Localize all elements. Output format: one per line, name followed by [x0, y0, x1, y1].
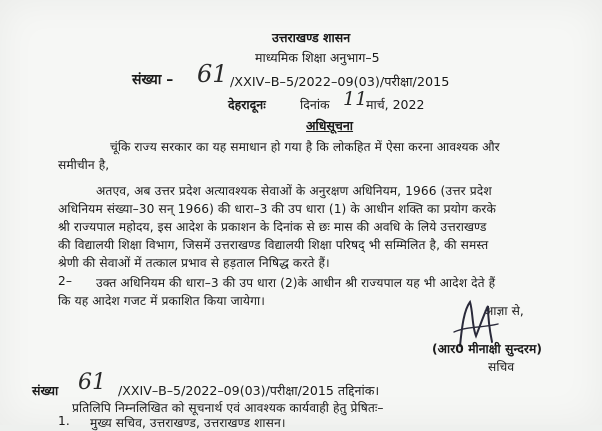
footer-reference: /XXIV–B–5/2022–09(03)/परीक्षा/2015 तद्दिनांक। [118, 383, 380, 398]
para1-line1: चूंकि राज्य सरकार का यह समाधान हो गया है कि लोकहित में ऐसा करना आवश्यक और [110, 140, 500, 154]
handwritten-date: 11 [343, 88, 368, 110]
number-label: संख्या – [132, 72, 174, 88]
notification-title: अधिसूचना [306, 118, 354, 133]
para2-line5: श्रेणी की सेवाओं में तत्काल प्रभाव से हड़ताल निषिद्ध करते हैं। [58, 256, 330, 270]
footer-handwritten-number: 61 [78, 370, 106, 395]
footer-number-label: संख्या [32, 383, 59, 398]
copy-item-text: मुख्य सचिव, उत्तराखण्ड, उत्तराखण्ड शासन। [90, 416, 286, 430]
para2-line1: अतएव, अब उत्तर प्रदेश अत्यावश्यक सेवाओं के अनुरक्षण अधिनियम, 1966 (उत्तर प्रदेश [96, 184, 492, 198]
copy-to-line: प्रतिलिपि निम्नलिखित को सूचनार्थ एवं आवश्यक कार्यवाही हेतु प्रेषितः– [72, 401, 384, 415]
para3-line2: कि यह आदेश गजट में प्रकाशित किया जायेगा। [58, 294, 265, 308]
reference-number: /XXIV–B–5/2022–09(03)/परीक्षा/2015 [230, 75, 450, 90]
para1-line2: समीचीन है, [58, 158, 110, 172]
place: देहरादूनः [228, 97, 266, 112]
para2-line2: अधिनियम संख्या–30 सन् 1966) की धारा–3 की उप धारा (1) के आधीन शक्ति का प्रयोग करके [58, 202, 496, 216]
by-order: आज्ञा से, [484, 304, 524, 318]
govt-heading: उत्तराखण्ड शासन [272, 30, 351, 45]
section-heading: माध्यमिक शिक्षा अनुभाग–5 [255, 50, 380, 65]
date-rest: मार्च, 2022 [366, 97, 425, 112]
date-label: दिनांक [300, 97, 330, 112]
para2-line4: की विद्यालयी शिक्षा विभाग, जिसमें उत्तराखण्ड विद्यालयी शिक्षा परिषद् भी सम्मिलित है, की समस्त [58, 238, 489, 252]
para2-line3: श्री राज्यपाल महोदय, इस आदेश के प्रकाशन के दिनांक से छः मास की अवधि के लिये उत्तराखण्ड [58, 220, 487, 234]
handwritten-number: 61 [197, 60, 228, 88]
para3-number: 2– [58, 274, 73, 288]
copy-item-number: 1. [58, 414, 70, 428]
signatory-designation: सचिव [488, 360, 515, 374]
para3-line1: उक्त अधिनियम की धारा–3 की उप धारा (2)के आधीन श्री राज्यपाल यह भी आदेश देते हैं [96, 276, 496, 290]
signatory-name: (आर0 मीनाक्षी सुन्दरम) [432, 342, 543, 356]
